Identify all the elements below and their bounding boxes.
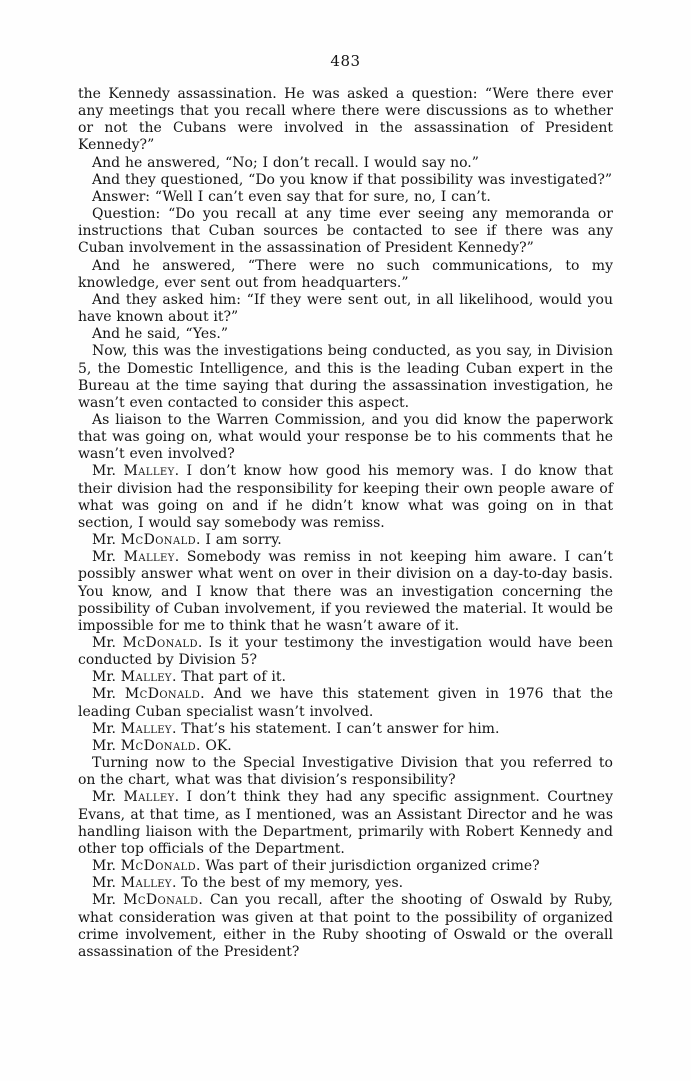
paragraph-text: And he answered, “There were no such communications, to my knowledge, ever sent out from headquarters.” [78, 257, 613, 291]
paragraph-text: I don’t know how good his memory was. I do know that their division had the responsibility for keeping their own people aware of what was going on and if he didn’t know what was going on in that section, I would say somebody was remiss. [78, 463, 613, 531]
transcript-paragraph [78, 412, 613, 463]
speaker-prefix: Mr. [92, 635, 123, 651]
speaker-period: . [200, 686, 214, 703]
speaker-period: . [196, 737, 206, 754]
speaker-name: Malley [120, 720, 172, 737]
speaker-name: Malley [120, 669, 172, 686]
speaker-label [92, 635, 209, 651]
speaker-prefix: Mr. [92, 463, 124, 480]
transcript-paragraph [78, 755, 613, 789]
paragraph-text: Answer: “Well I can’t even say that for sure, no, I can’t. [92, 188, 491, 205]
paragraph-text: That part of it. [181, 669, 286, 686]
speaker-period: . [197, 635, 210, 651]
paragraph-text: And we have this statement given in 1976 that the leading Cuban specialist wasn’t involved. [78, 686, 613, 720]
speaker-name: Malley [123, 549, 175, 566]
paragraph-text: Turning now to the Special Investigative Division that you referred to on the chart, what was that division’s responsibility? [78, 755, 613, 789]
speaker-name: McDonald [120, 737, 197, 754]
speaker-prefix: Mr. [92, 875, 121, 892]
transcript-paragraph [78, 789, 613, 858]
transcript-paragraph [78, 155, 613, 172]
speaker-period: . [174, 789, 187, 806]
speaker-prefix: Mr. [92, 669, 121, 686]
transcript-paragraph [78, 206, 613, 257]
speaker-name: Malley [120, 875, 172, 892]
speaker-prefix: Mr. [92, 720, 121, 737]
transcript-paragraph [78, 532, 613, 549]
transcript-body [78, 86, 613, 961]
transcript-paragraph [78, 172, 613, 189]
speaker-label [92, 875, 181, 891]
speaker-period: . [174, 463, 187, 480]
speaker-label [92, 858, 205, 874]
speaker-prefix: Mr. [92, 686, 125, 703]
transcript-paragraph [78, 86, 613, 155]
speaker-period: . [171, 875, 182, 892]
speaker-prefix: Mr. [92, 789, 124, 806]
speaker-label [92, 892, 210, 908]
paragraph-text: Is it your testimony the investigation would have been conducted by Division 5? [78, 635, 614, 669]
transcript-paragraph [78, 669, 613, 686]
paragraph-text: I don’t think they had any specific assignment. Courtney Evans, at that time, as I mentioned, was an Assistant Director and he was handling liaison with the Department, primarily with Robert Kennedy and other top officials of the Department. [78, 789, 613, 857]
paragraph-text: I am sorry. [205, 532, 282, 549]
speaker-prefix: Mr. [92, 549, 124, 566]
speaker-prefix: Mr. [92, 532, 121, 549]
transcript-paragraph [78, 892, 613, 961]
page-number: 483 [330, 52, 361, 70]
speaker-period: . [171, 720, 182, 737]
transcript-paragraph [78, 326, 613, 343]
paragraph-text: And he answered, “No; I don’t recall. I would say no.” [92, 154, 479, 171]
speaker-label [92, 721, 181, 737]
speaker-period: . [171, 669, 182, 686]
speaker-period: . [198, 892, 211, 909]
speaker-name: McDonald [124, 686, 201, 703]
paragraph-text: As liaison to the Warren Commission, and you did know the paperwork that was going on, what would your response be to his comments that he wasn’t even involved? [78, 411, 613, 463]
paragraph-text: the Kennedy assassination. He was asked a question: “Were there ever any meetings that you recall where there were discussions as to whether or not the Cubans were involved in the assassination of President Kennedy?” [78, 86, 613, 154]
paragraph-text: Was part of their jurisdiction organized crime? [205, 858, 540, 875]
transcript-paragraph [78, 858, 613, 875]
speaker-label [92, 686, 214, 702]
paragraph-text: And they questioned, “Do you know if that possibility was investigated?” [92, 171, 612, 188]
speaker-name: Malley [123, 463, 175, 480]
transcript-paragraph [78, 343, 613, 412]
speaker-prefix: Mr. [92, 737, 121, 754]
speaker-name: McDonald [123, 892, 199, 909]
transcript-paragraph [78, 189, 613, 206]
speaker-period: . [174, 549, 187, 566]
speaker-name: McDonald [120, 532, 197, 549]
paragraph-text: OK. [205, 737, 232, 754]
speaker-name: Malley [123, 789, 175, 806]
speaker-label [92, 738, 205, 754]
transcript-paragraph [78, 721, 613, 738]
paragraph-text: Question: “Do you recall at any time ever seeing any memoranda or instructions that Cuban sources be contacted to see if there was any Cuban involvement in the assassination of President Kennedy?” [78, 206, 613, 257]
speaker-label [92, 549, 187, 565]
speaker-period: . [196, 858, 206, 875]
paragraph-text: Now, this was the investigations being conducted, as you say, in Division 5, the Domestic Intelligence, and this is the leading Cuban expert in the Bureau at the time saying that during the assassination investigation, he wasn’t even contacted to consider this aspect. [78, 343, 613, 411]
speaker-name: McDonald [120, 858, 197, 875]
speaker-label [92, 532, 205, 548]
speaker-prefix: Mr. [92, 858, 121, 875]
speaker-label [92, 789, 187, 805]
transcript-paragraph [78, 258, 613, 292]
transcript-paragraph [78, 875, 613, 892]
speaker-label [92, 463, 187, 479]
paragraph-text: Somebody was remiss in not keeping him aware. I can’t possibly answer what went on over in their division on a day-to-day basis. You know, and I know that there was an investigation concerning the possibility of Cuban involvement, if you reviewed the material. It would be impossible for me to think that he wasn’t aware of it. [78, 549, 613, 634]
transcript-paragraph [78, 686, 613, 720]
speaker-label [92, 669, 181, 685]
paragraph-text: That’s his statement. I can’t answer for him. [181, 720, 500, 737]
transcript-paragraph [78, 738, 613, 755]
paragraph-text: And he said, “Yes.” [92, 326, 229, 343]
transcript-paragraph [78, 292, 613, 326]
transcript-paragraph [78, 635, 613, 669]
paragraph-text: Can you recall, after the shooting of Oswald by Ruby, what consideration was given at that point to the possibility of organized crime involvement, either in the Ruby shooting of Oswald or the overall assassination of the President? [78, 892, 613, 960]
transcript-paragraph [78, 463, 613, 532]
paragraph-text: And they asked him: “If they were sent out, in all likelihood, would you have known about it?” [78, 291, 613, 326]
speaker-period: . [196, 532, 206, 549]
speaker-prefix: Mr. [92, 892, 124, 909]
speaker-name: McDonald [122, 635, 198, 651]
paragraph-text: To the best of my memory, yes. [181, 875, 404, 892]
transcript-paragraph [78, 549, 613, 635]
